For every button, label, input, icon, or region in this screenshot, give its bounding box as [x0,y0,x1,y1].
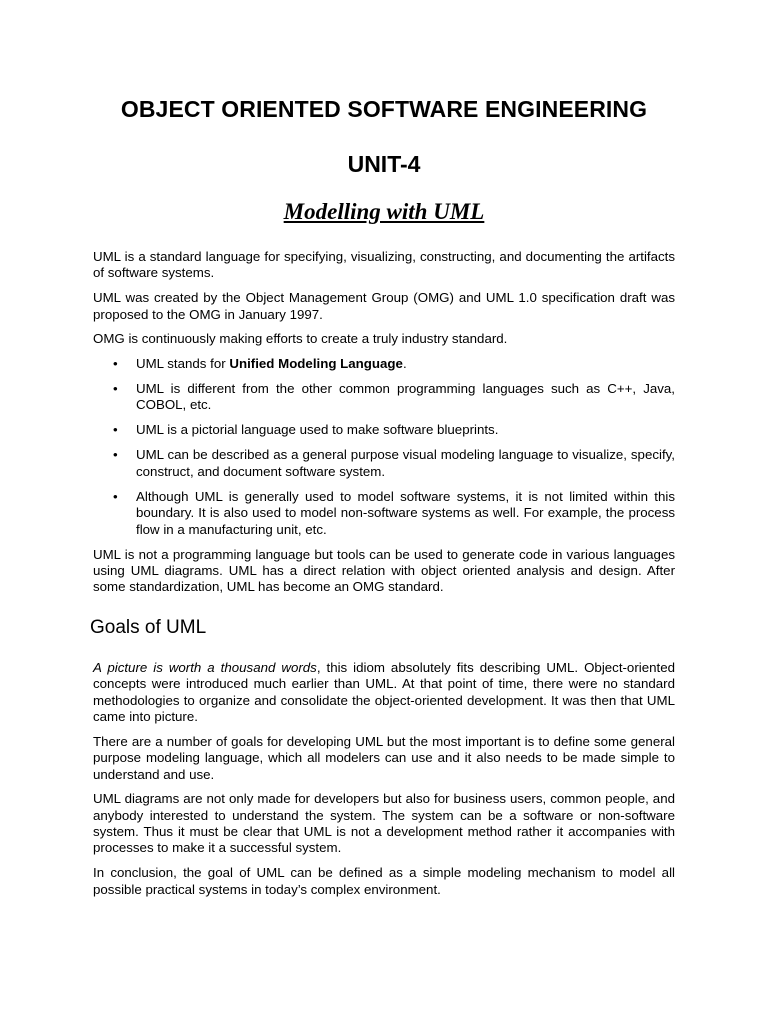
intro-paragraph-3: OMG is continuously making efforts to create a truly industry standard. [93,331,508,347]
idiom-text: A picture is worth a thousand words [93,659,317,675]
list-item-text: UML stands for [136,355,230,371]
goals-paragraph-3: UML diagrams are not only made for developers but also for business users, common people, and anybody interested to understand the system. The system can be a software or non-software system. Thus it must be clear that UML is not a development method rather it accompanies with processes to make it a successful system. [93,791,675,856]
intro-paragraph-2: UML was created by the Object Management Group (OMG) and UML 1.0 specification draft was proposed to the OMG in January 1997. [93,290,675,322]
list-item: • UML is a pictorial language used to make software blueprints. [93,422,675,438]
uml-facts-list [93,356,675,538]
after-list-paragraph: UML is not a programming language but tools can be used to generate code in various languages using UML diagrams. UML has a direct relation with object oriented analysis and design. After some standardization, UML has become an OMG standard. [93,546,675,595]
list-item [93,356,675,372]
chapter-subtitle: Modelling with UML [283,199,485,224]
goals-paragraph-1 [93,660,675,726]
list-item: • UML can be described as a general purpose visual modeling language to visualize, specify, construct, and document software system. [93,447,675,480]
section-heading-goals: Goals of UML [90,616,207,638]
list-item: • UML is different from the other common programming languages such as C++, Java, COBOL, etc. [93,381,675,414]
intro-paragraph-1: UML is a standard language for specifying, visualizing, constructing, and documenting the artifacts of software systems. [93,249,675,281]
list-item-text: . [402,355,407,371]
unit-title: UNIT-4 [347,151,421,177]
document-title: OBJECT ORIENTED SOFTWARE ENGINEERING [120,96,648,122]
goals-paragraph-1-text: , this idiom absolutely fits describing UML. Object-oriented concepts were introduced much earlier than UML. At that point of time, there were no standard methodologies to organize and consolidate the object-oriented development. It was then that UML came into picture. [93,659,675,724]
document-body [90,249,675,906]
goals-paragraph-2: There are a number of goals for developing UML but the most important is to define some general purpose modeling language, which all modelers can use and it also needs to be made simple to understand and use. [93,733,675,782]
uml-full-name: Unified Modeling Language [229,355,403,371]
goals-paragraph-4: In conclusion, the goal of UML can be defined as a simple modeling mechanism to model all possible practical systems in today’s complex environment. [93,865,675,897]
list-item: • Although UML is generally used to model software systems, it is not limited within this boundary. It is also used to model non-software systems as well. For example, the process flow in a manufacturing unit, etc. [93,489,675,538]
